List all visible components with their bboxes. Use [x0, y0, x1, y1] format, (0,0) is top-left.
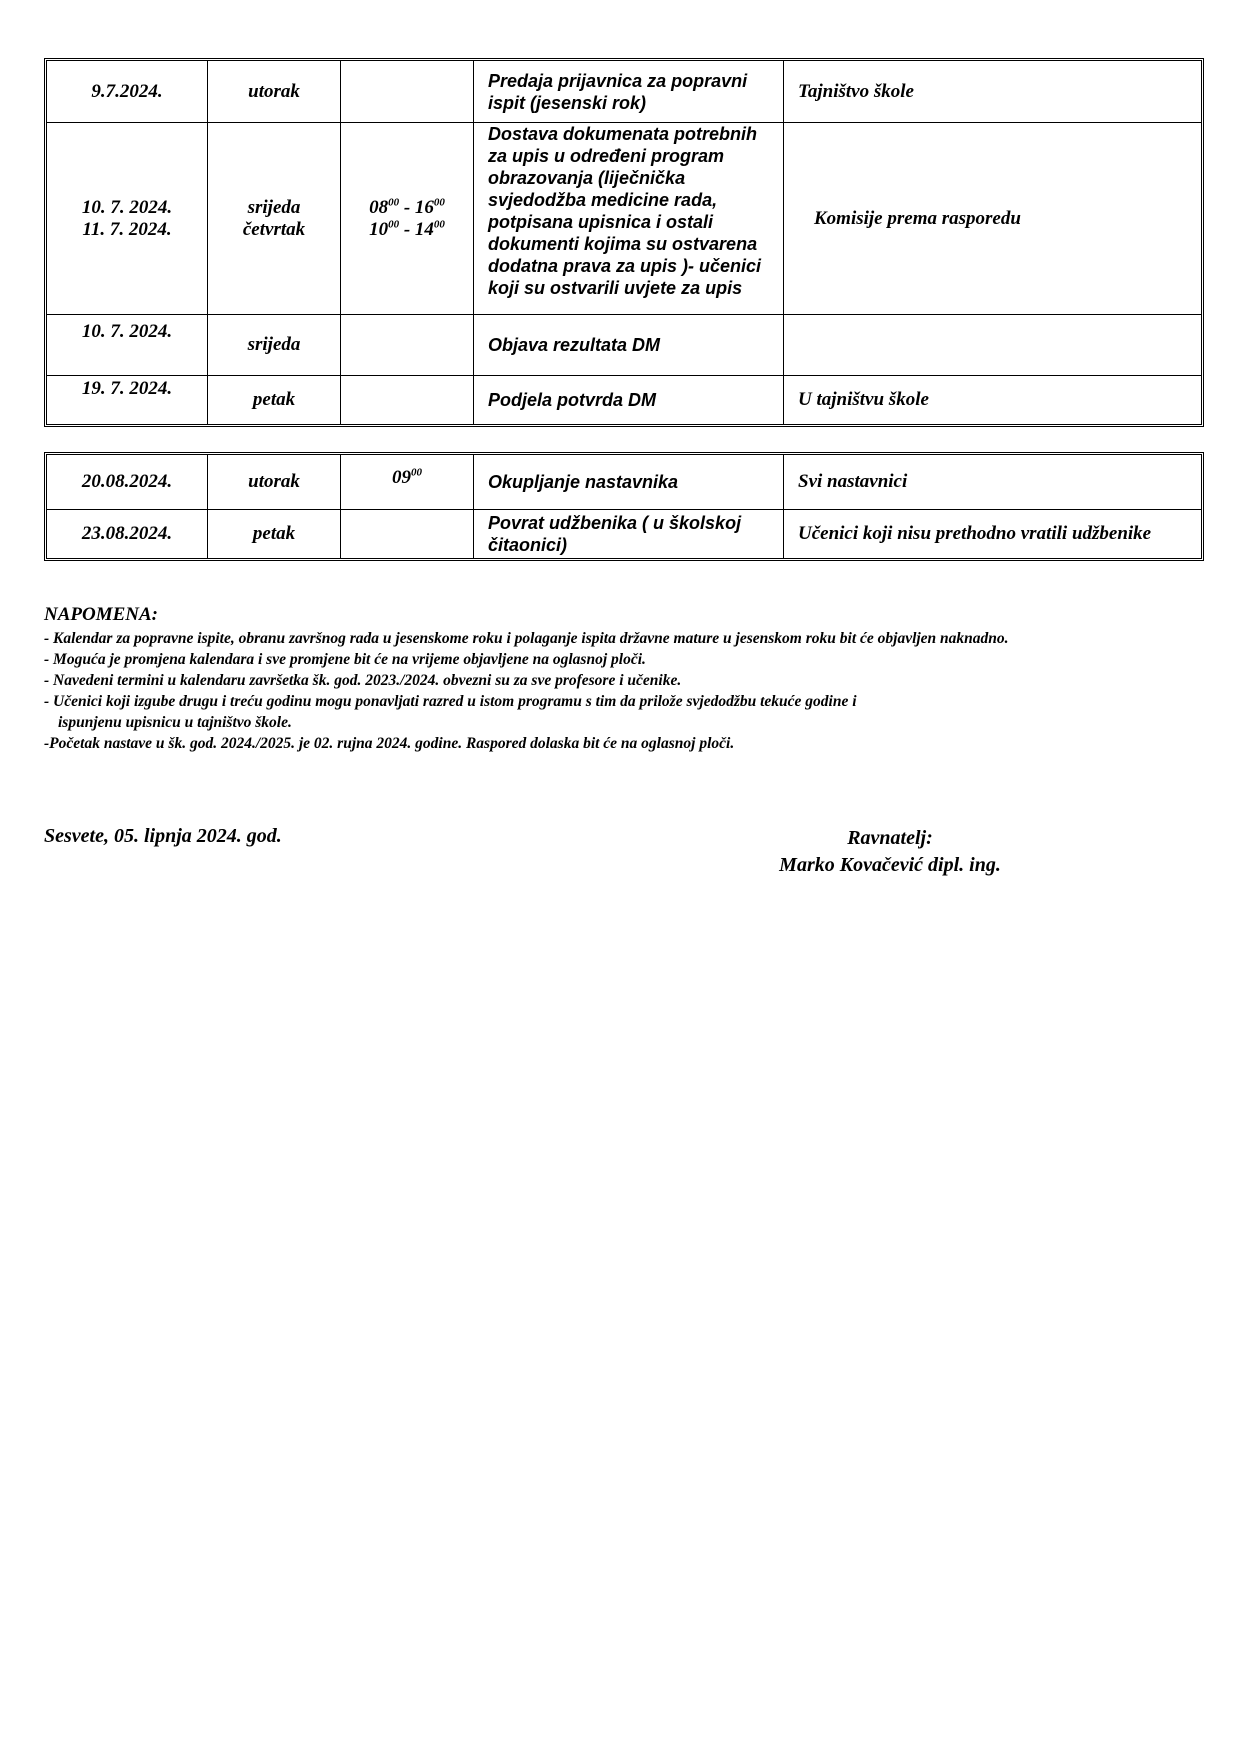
note-item: - Učenici koji izgube drugu i treću godinu mogu ponavljati razred u istom programu s tim da prilože svjedodžbu tekuće godine i	[44, 693, 857, 710]
activity-cell: Povrat udžbenika ( u školskoj čitaonici)	[474, 510, 784, 558]
location-cell: Komisije prema rasporedu	[784, 123, 1201, 315]
activity-cell: Objava rezultata DM	[474, 315, 784, 376]
note-item: -Početak nastave u šk. god. 2024./2025. je 02. rujna 2024. godine. Raspored dolaska bit će na oglasnoj ploči.	[44, 735, 735, 752]
notes-title: NAPOMENA:	[44, 604, 159, 625]
date-cell: 19. 7. 2024.	[47, 376, 208, 424]
signature-block	[740, 825, 1040, 879]
time-cell	[341, 61, 474, 123]
location-cell: Tajništvo škole	[784, 61, 1201, 123]
day-cell: srijeda	[208, 315, 341, 376]
schedule-table-1	[44, 58, 1204, 427]
note-item: - Moguća je promjena kalendara i sve promjene bit će na vrijeme objavljene na oglasnoj ploči.	[44, 651, 646, 668]
activity-cell: Predaja prijavnica za popravni ispit (jesenski rok)	[474, 61, 784, 123]
note-item: - Navedeni termini u kalendaru završetka šk. god. 2023./2024. obvezni su za sve profesore i učenike.	[44, 672, 682, 689]
place-date: Sesvete, 05. lipnja 2024. god.	[44, 825, 282, 847]
time-range: $10^{00} - 14^{00}$	[369, 218, 445, 240]
date-line: 11. 7. 2024.	[82, 218, 172, 240]
time-range: $08^{00} - 16^{00}$	[369, 196, 445, 218]
location-cell: Svi nastavnici	[784, 455, 1201, 510]
date-cell	[47, 123, 208, 315]
time-cell	[341, 315, 474, 376]
table-row	[47, 61, 1201, 123]
day-cell: utorak	[208, 61, 341, 123]
time-cell	[341, 376, 474, 424]
signer-name: Marko Kovačević dipl. ing.	[779, 854, 1001, 876]
day-cell	[208, 123, 341, 315]
activity-cell: Okupljanje nastavnika	[474, 455, 784, 510]
date-cell: 20.08.2024.	[47, 455, 208, 510]
table-row	[47, 315, 1201, 376]
time-cell	[341, 510, 474, 558]
activity-cell: Podjela potvrda DM	[474, 376, 784, 424]
date-cell: 10. 7. 2024.	[47, 315, 208, 376]
day-cell: utorak	[208, 455, 341, 510]
note-item: ispunjenu upisnicu u tajništvo škole.	[58, 714, 292, 731]
day-cell: petak	[208, 510, 341, 558]
date-cell: 9.7.2024.	[47, 61, 208, 123]
notes-section	[44, 604, 1224, 754]
date-line: 10. 7. 2024.	[81, 196, 173, 218]
schedule-table-2	[44, 452, 1204, 561]
time-cell: $09^{00}$	[341, 455, 474, 510]
table-row	[47, 455, 1201, 510]
table-row	[47, 510, 1201, 558]
day-line: četvrtak	[242, 218, 306, 240]
table-row	[47, 123, 1201, 315]
note-item: - Kalendar za popravne ispite, obranu završnog rada u jesenskome roku i polaganje ispita državne mature u jesenskom roku bit će objavljen naknadno.	[44, 630, 1009, 647]
location-cell: Učenici koji nisu prethodno vratili udžbenike	[798, 523, 1152, 544]
day-line: srijeda	[247, 196, 301, 218]
table-row	[47, 376, 1201, 424]
time-cell	[341, 123, 474, 315]
activity-cell: Dostava dokumenata potrebnih za upis u određeni program obrazovanja (liječnička svjedodžba medicine rada, potpisana upisnica i ostali dokumenti kojima su ostvarena dodatna prava za upis )- učenici koji su ostvarili uvjete za upis	[474, 123, 784, 315]
location-cell	[784, 315, 1201, 376]
location-cell: U tajništvu škole	[798, 389, 929, 410]
date-cell: 23.08.2024.	[47, 510, 208, 558]
signer-title: Ravnatelj:	[847, 827, 933, 849]
day-cell: petak	[208, 376, 341, 424]
